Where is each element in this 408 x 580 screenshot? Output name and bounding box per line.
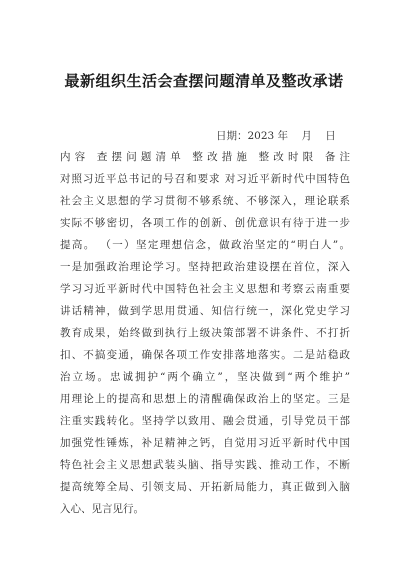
body-line: 治立场。忠诚拥护“两个确立”，坚决做到“两个维护” bbox=[60, 371, 350, 383]
body-line: 提高。 （一）坚定理想信念，做政治坚定的“明白人”。 bbox=[60, 239, 350, 251]
body-line: 提高统筹全局、引领支局、开拓新局能力，真正做到入脑 bbox=[60, 481, 350, 493]
body-line: 一是加强政治理论学习。坚持把政治建设摆在首位，深入 bbox=[60, 261, 350, 273]
document-title: 最新组织生活会查摆问题清单及整改承诺 bbox=[64, 72, 344, 90]
body-line: 实际不够密切，各项工作的创新、创优意识有待于进一步 bbox=[60, 217, 350, 229]
document-body bbox=[60, 146, 350, 520]
date-line: 日期：2023 年 月 日 bbox=[216, 130, 336, 142]
body-line: 教育成果，始终做到执行上级决策部署不讲条件、不打折 bbox=[60, 327, 350, 339]
body-line: 对照习近平总书记的号召和要求 对习近平新时代中国特色 bbox=[60, 173, 350, 185]
body-line: 学习习近平新时代中国特色社会主义思想和考察云南重要 bbox=[60, 283, 350, 295]
body-line: 扣、不搞变通，确保各项工作安排落地落实。二是站稳政 bbox=[60, 349, 350, 361]
body-line: 社会主义思想的学习贯彻不够系统、不够深入，理论联系 bbox=[60, 195, 350, 207]
body-line: 特色社会主义思想武装头脑、指导实践、推动工作，不断 bbox=[60, 459, 350, 471]
body-line: 注重实践转化。坚持学以致用、融会贯通，引导党员干部 bbox=[60, 415, 350, 427]
table-header-line: 内容 查摆问题清单 整改措施 整改时限 备注 bbox=[60, 151, 350, 163]
body-line: 讲话精神，做到学思用贯通、知信行统一，深化党史学习 bbox=[60, 305, 350, 317]
body-line: 用理论上的提高和思想上的清醒确保政治上的坚定。三是 bbox=[60, 393, 350, 405]
body-line: 加强党性锤炼，补足精神之钙，自觉用习近平新时代中国 bbox=[60, 437, 350, 449]
body-line: 入心、见言见行。 bbox=[60, 503, 144, 515]
